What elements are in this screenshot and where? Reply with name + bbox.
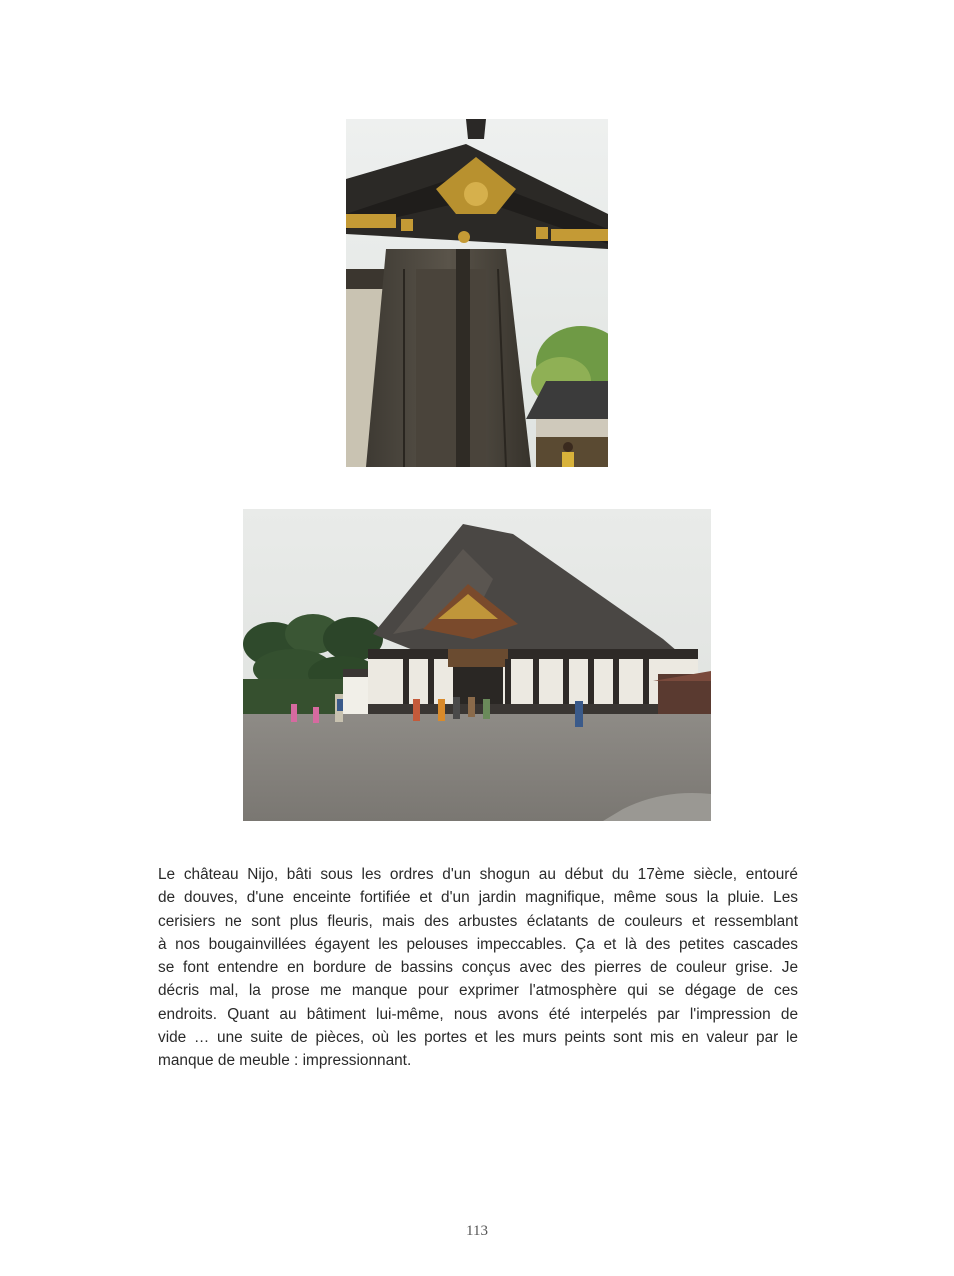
paragraph-line: se font entendre en bordure de bassins conçus avec des pierres de couleur grise. Je <box>158 959 798 977</box>
paragraph-line: cerisiers ne sont plus fleuris, mais des arbustes éclatants de couleurs et ressemblant <box>158 912 798 930</box>
page-number: 113 <box>466 1223 488 1239</box>
paragraph-line: vide … une suite de pièces, où les portes et les murs peints sont mis en valeur par le <box>158 1029 798 1047</box>
paragraph-line: de douves, d'une enceinte fortifiée et d'un jardin magnifique, même sous la pluie. Les <box>158 889 798 907</box>
paragraph-line: à nos bougainvillées égayent les pelouses impeccables. Ça et là des petites cascades <box>158 935 798 953</box>
paragraph-line: manque de meuble : impressionnant. <box>158 1052 412 1070</box>
body-paragraph <box>158 863 798 1073</box>
paragraph-line: Le château Nijo, bâti sous les ordres d'un shogun au début du 17ème siècle, entouré <box>158 866 798 883</box>
nijo-castle-palace-photo <box>243 509 711 821</box>
castle-gate-pillar-photo <box>346 119 608 467</box>
paragraph-line: décris mal, la prose me manque pour exprimer l'atmosphère qui se dégage de ces <box>158 982 798 1000</box>
paragraph-line: endroits. Quant au bâtiment lui-même, nous avons été interpelés par l'impression de <box>158 1005 798 1023</box>
